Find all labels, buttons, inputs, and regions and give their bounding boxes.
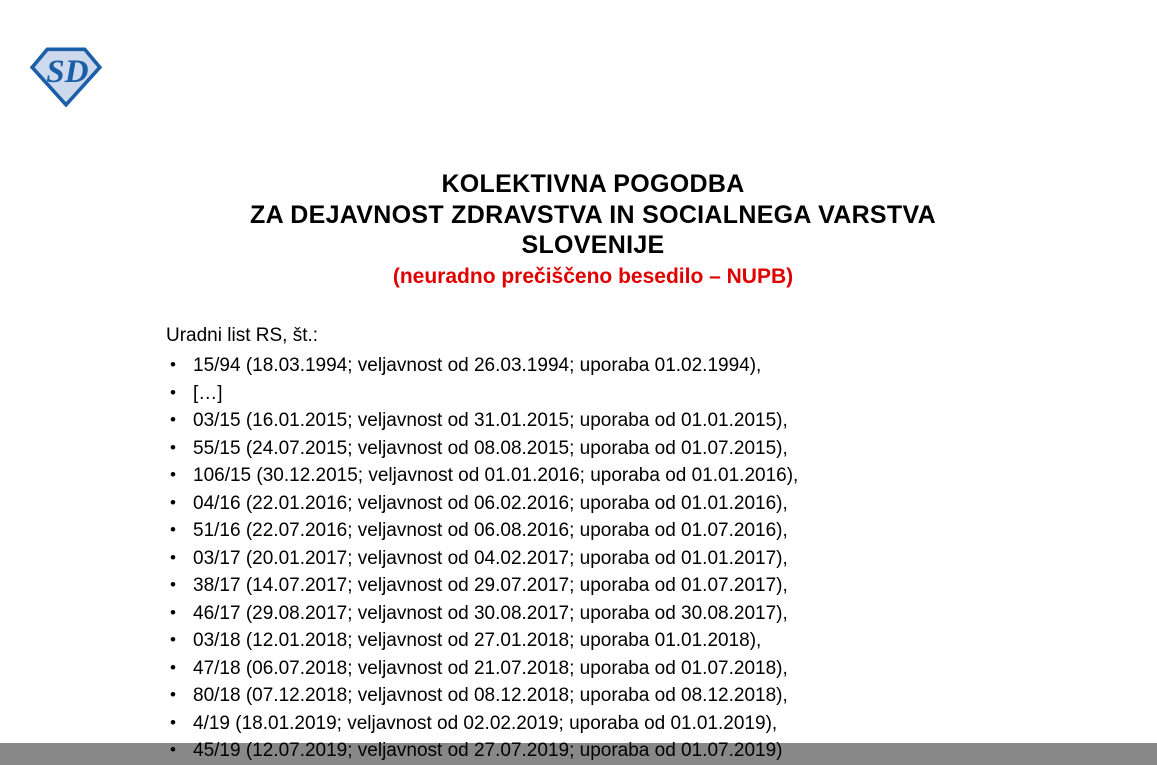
list-item-text: 47/18 (06.07.2018; veljavnost od 21.07.2018; uporaba od 01.07.2018), — [193, 657, 788, 679]
list-item — [166, 352, 1086, 380]
list-item-text: […] — [193, 382, 223, 404]
bullet-icon: • — [170, 602, 176, 622]
bullet-icon: • — [170, 575, 176, 594]
bullet-icon: • — [170, 740, 176, 759]
list-item — [166, 490, 1086, 518]
bullet-icon: • — [170, 355, 176, 374]
list-item-text: 46/17 (29.08.2017; veljavnost od 30.08.2017; uporaba od 30.08.2017), — [193, 602, 788, 624]
bullet-icon: • — [170, 630, 176, 649]
list-item-text: 55/15 (24.07.2015; veljavnost od 08.08.2015; uporaba od 01.07.2015), — [193, 437, 788, 459]
document-title-block — [166, 169, 1020, 290]
bullet-icon: • — [170, 547, 176, 567]
list-item-text: 80/18 (07.12.2018; veljavnost od 08.12.2018; uporaba od 08.12.2018), — [193, 685, 788, 706]
list-item — [166, 737, 1086, 765]
official-gazette-list — [166, 352, 1086, 765]
list-item — [166, 572, 1086, 600]
list-item-text: 4/19 (18.01.2019; veljavnost od 02.02.2019; uporaba od 01.01.2019), — [193, 712, 778, 734]
bullet-icon: • — [170, 382, 176, 402]
bullet-icon: • — [170, 437, 176, 457]
sd-shield-logo-icon — [30, 44, 102, 108]
list-item — [166, 545, 1086, 573]
list-item-text: 15/94 (18.03.1994; veljavnost od 26.03.1994; uporaba 01.02.1994), — [193, 355, 762, 376]
bullet-icon: • — [170, 465, 176, 484]
list-item-text: 03/17 (20.01.2017; veljavnost od 04.02.2017; uporaba od 01.01.2017), — [193, 547, 788, 569]
list-item — [166, 655, 1086, 683]
list-item — [166, 627, 1086, 655]
list-item — [166, 710, 1086, 738]
list-item-text: 03/18 (12.01.2018; veljavnost od 27.01.2018; uporaba 01.01.2018), — [193, 630, 762, 651]
bullet-icon: • — [170, 492, 176, 512]
title-line-1: KOLEKTIVNA POGODBA — [441, 170, 745, 198]
title-line-2: ZA DEJAVNOST ZDRAVSTVA IN SOCIALNEGA VARSTVA — [250, 200, 936, 229]
document-subtitle: (neuradno prečiščeno besedilo – NUPB) — [392, 264, 794, 288]
list-item-text: 51/16 (22.07.2016; veljavnost od 06.08.2016; uporaba od 01.07.2016), — [193, 520, 788, 541]
list-item-text: 03/15 (16.01.2015; veljavnost od 31.01.2015; uporaba od 01.01.2015), — [193, 410, 788, 431]
title-line-3: SLOVENIJE — [521, 231, 665, 259]
list-item — [166, 517, 1086, 545]
list-item — [166, 682, 1086, 710]
document-body — [166, 322, 1086, 765]
list-item — [166, 435, 1086, 463]
svg-text:SD: SD — [46, 52, 89, 90]
bullet-icon: • — [170, 685, 176, 704]
bullet-icon: • — [170, 712, 176, 732]
bullet-icon: • — [170, 410, 176, 429]
list-item — [166, 462, 1086, 490]
bullet-icon: • — [170, 520, 176, 539]
list-item — [166, 600, 1086, 628]
list-item — [166, 380, 1086, 408]
bullet-icon: • — [170, 657, 176, 677]
list-item-text: 04/16 (22.01.2016; veljavnost od 06.02.2016; uporaba od 01.01.2016), — [193, 492, 788, 514]
gazette-intro-label: Uradni list RS, št.: — [166, 325, 319, 346]
list-item — [166, 407, 1086, 435]
list-item-text: 45/19 (12.07.2019; veljavnost od 27.07.2019; uporaba od 01.07.2019) — [193, 740, 783, 761]
list-item-text: 38/17 (14.07.2017; veljavnost od 29.07.2017; uporaba od 01.07.2017), — [193, 575, 788, 596]
list-item-text: 106/15 (30.12.2015; veljavnost od 01.01.2016; uporaba od 01.01.2016), — [193, 465, 799, 486]
